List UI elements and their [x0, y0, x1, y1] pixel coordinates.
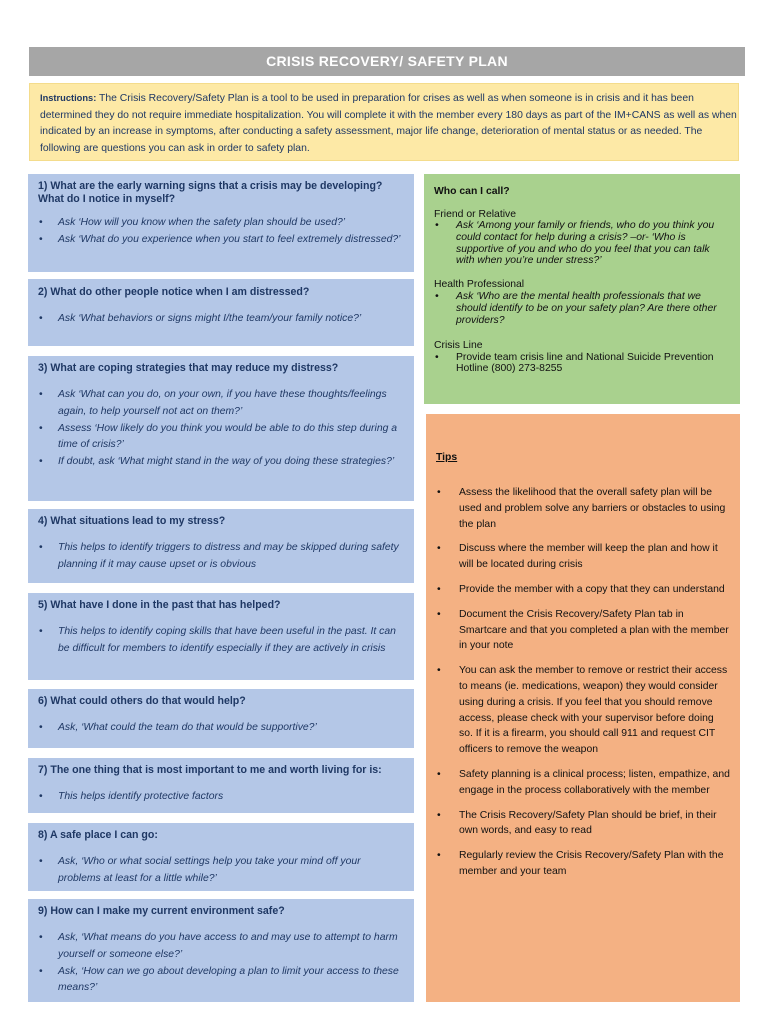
question-bullets — [38, 930, 406, 997]
question-bullets — [38, 387, 406, 471]
crisis-label: Crisis Line — [434, 339, 483, 351]
question-bullet: • Ask, ‘Who or what social settings help you take your mind off your problems at least for a little while?’ — [38, 854, 406, 888]
tip-item: • Discuss where the member will keep the plan and how it will be located during crisis — [436, 541, 730, 573]
instructions-label: Instructions: — [40, 93, 97, 103]
question-box-5 — [28, 593, 414, 680]
question-bullet: • Ask, ‘How can we go about developing a plan to limit your access to these means?’ — [38, 964, 406, 998]
question-heading: 3) What are coping strategies that may reduce my distress? — [38, 362, 339, 374]
question-bullets — [38, 215, 406, 249]
health-bullet: • Ask ‘Who are the mental health professionals that we should identify to be on your safety plan? Are there other providers? — [434, 291, 730, 326]
question-bullet: • If doubt, ask ‘What might stand in the way of you doing these strategies?’ — [38, 454, 406, 471]
question-box-4 — [28, 509, 414, 583]
friend-label: Friend or Relative — [434, 209, 517, 220]
question-bullet: • Assess ‘How likely do you think you would be able to do this step during a time of crisis?’ — [38, 421, 406, 455]
question-box-7 — [28, 758, 414, 813]
question-bullet: • Ask ‘What behaviors or signs might I/the team/your family notice?’ — [38, 311, 406, 328]
tip-item: • Document the Crisis Recovery/Safety Plan tab in Smartcare and that you completed a plan with the member in your note — [436, 607, 730, 654]
question-box-8 — [28, 823, 414, 891]
question-bullet: • Ask, ‘What means do you have access to and may use to attempt to harm yourself or someone else?’ — [38, 930, 406, 964]
tips-heading: Tips — [436, 452, 458, 463]
page-title: CRISIS RECOVERY/ SAFETY PLAN — [29, 47, 745, 76]
question-bullets — [38, 311, 406, 328]
question-bullets — [38, 720, 406, 737]
tip-item: • Assess the likelihood that the overall safety plan will be used and problem solve any barriers or obstacles to using the plan — [436, 485, 730, 532]
tip-item: • You can ask the member to remove or restrict their access to means (ie. medications, weapon) they would consider using during a crisis. If you feel that you should remove access, please check with your supervisor before doing so. If it is a firearm, you should call 911 and request CIT officers to remove the weapon — [436, 663, 730, 758]
question-box-3 — [28, 356, 414, 501]
instructions-box — [29, 83, 739, 161]
question-bullet: • This helps to identify coping skills that have been useful in the past. It can be difficult for members to identify especially if they are actively in crisis — [38, 624, 406, 658]
question-bullet: • Ask, ‘What could the team do that would be supportive?’ — [38, 720, 406, 737]
question-bullet: • Ask ‘What can you do, on your own, if you have these thoughts/feelings again, to help yourself not act on them?’ — [38, 387, 406, 421]
crisis-bullet: • Provide team crisis line and National Suicide Prevention Hotline (800) 273-8255 — [434, 352, 730, 376]
question-heading: 7) The one thing that is most important to me and worth living for is: — [38, 764, 382, 776]
tip-item: • Safety planning is a clinical process; listen, empathize, and engage in the process collaboratively with the member — [436, 767, 730, 799]
question-heading: 9) How can I make my current environment safe? — [38, 905, 285, 917]
question-box-6 — [28, 689, 414, 748]
tip-item: • Provide the member with a copy that they can understand — [436, 582, 730, 598]
friend-bullet: • Ask ‘Among your family or friends, who do you think you could contact for help during a crisis? –or- ‘Who is supportive of you and who do you feel that you can talk with when you’re under stress?’ — [434, 220, 730, 267]
health-label: Health Professional — [434, 279, 525, 291]
tips-box — [426, 414, 740, 1002]
who-can-i-call-heading: Who can I call? — [434, 186, 510, 197]
question-heading: 8) A safe place I can go: — [38, 829, 158, 841]
tip-item: • Regularly review the Crisis Recovery/Safety Plan with the member and your team — [436, 848, 730, 880]
question-heading: 6) What could others do that would help? — [38, 695, 246, 707]
question-bullet: • This helps to identify triggers to distress and may be skipped during safety planning if it may cause upset or is obvious — [38, 540, 406, 574]
question-bullets — [38, 789, 406, 806]
question-box-1 — [28, 174, 414, 272]
question-bullets — [38, 540, 406, 574]
tips-list — [436, 485, 730, 880]
question-bullets — [38, 624, 406, 658]
question-heading: 4) What situations lead to my stress? — [38, 515, 226, 527]
question-heading: 5) What have I done in the past that has helped? — [38, 599, 281, 611]
question-bullet: • This helps identify protective factors — [38, 789, 406, 806]
question-bullet: • Ask ‘What do you experience when you start to feel extremely distressed?’ — [38, 232, 406, 249]
question-bullet: • Ask ‘How will you know when the safety plan should be used?’ — [38, 215, 406, 232]
question-bullets — [38, 854, 406, 888]
question-heading: 2) What do other people notice when I am distressed? — [38, 286, 310, 298]
who-can-i-call-box — [424, 174, 740, 404]
tip-item: • The Crisis Recovery/Safety Plan should be brief, in their own words, and easy to read — [436, 808, 730, 840]
question-box-9 — [28, 899, 414, 1002]
instructions-text: The Crisis Recovery/Safety Plan is a tool to be used in preparation for crises as well as when someone is in crisis and it has been determined they do not require immediate hospitalization. You will complete it with the member every 180 days as part of the IM+CANS as well as when indicated by an increase in symptoms, after conducting a safety assessment, major life change, deterioration of mental status or as needed. The following are questions you can ask in order to safety plan. — [40, 93, 737, 154]
question-heading: 1) What are the early warning signs that a crisis may be developing? What do I notice in myself? — [38, 180, 383, 205]
question-box-2 — [28, 279, 414, 346]
